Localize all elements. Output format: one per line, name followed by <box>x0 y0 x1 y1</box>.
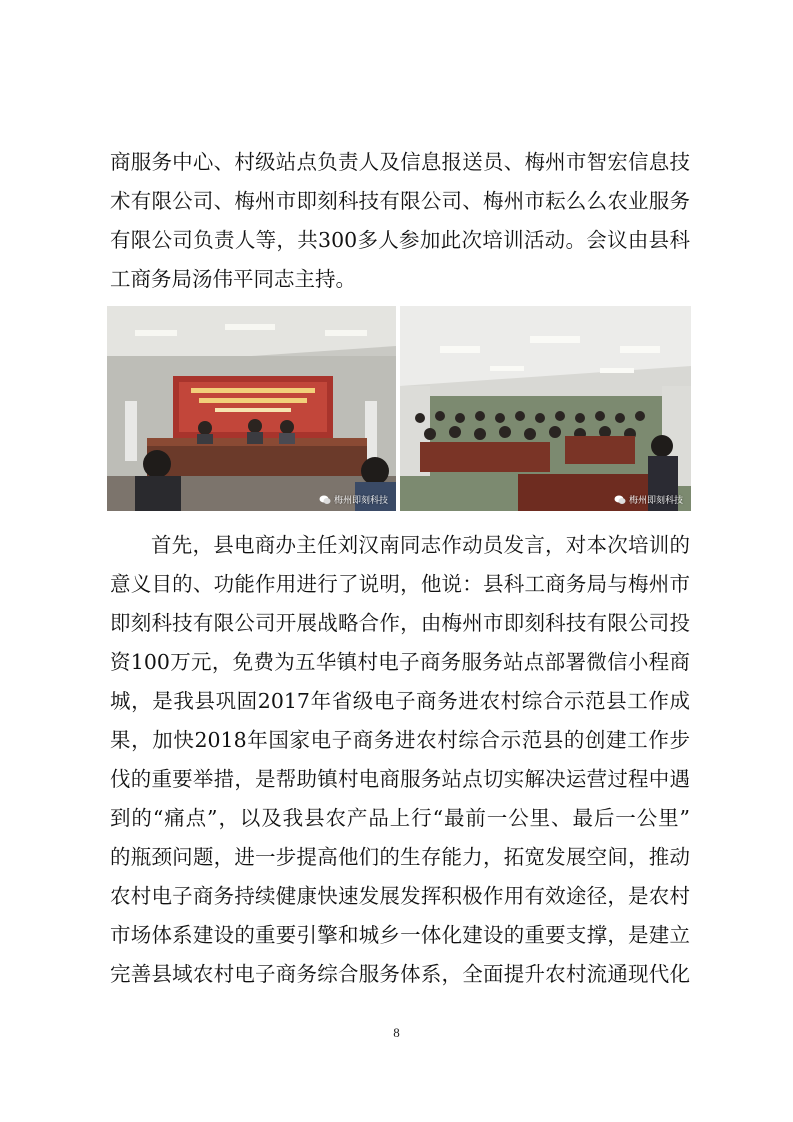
meeting-photo-audience <box>400 306 691 511</box>
text-line: 有限公司负责人等，共300多人参加此次培训活动。会议由县科 <box>110 228 690 252</box>
text-line: 首先，县电商办主任刘汉南同志作动员发言，对本次培训的 <box>151 533 690 557</box>
paragraph-main <box>110 526 690 994</box>
page-number: 8 <box>393 1025 400 1040</box>
meeting-photo-stage <box>107 306 396 511</box>
paragraph-continued <box>110 143 690 299</box>
text-line: 农村电子商务持续健康快速发展发挥积极作用有效途径，是农村 <box>110 884 690 908</box>
text-line: 商服务中心、村级站点负责人及信息报送员、梅州市智宏信息技 <box>110 150 690 174</box>
wechat-icon <box>614 495 626 505</box>
text-line: 工商务局汤伟平同志主持。 <box>110 267 356 291</box>
wechat-icon <box>319 495 331 505</box>
watermark-text: 梅州即刻科技 <box>628 496 683 506</box>
text-line: 到的“痛点”，以及我县农产品上行“最前一公里、最后一公里” <box>110 806 690 830</box>
text-line: 城，是我县巩固2017年省级电子商务进农村综合示范县工作成 <box>110 689 690 713</box>
text-line: 市场体系建设的重要引擎和城乡一体化建设的重要支撑，是建立 <box>110 923 690 947</box>
text-line: 的瓶颈问题，进一步提高他们的生存能力，拓宽发展空间，推动 <box>110 845 690 869</box>
text-line: 术有限公司、梅州市即刻科技有限公司、梅州市耘么么农业服务 <box>110 189 690 213</box>
text-line: 完善县域农村电子商务综合服务体系，全面提升农村流通现代化 <box>110 962 690 986</box>
text-line: 意义目的、功能作用进行了说明，他说：县科工商务局与梅州市 <box>110 572 690 596</box>
text-line: 伐的重要举措，是帮助镇村电商服务站点切实解决运营过程中遇 <box>110 767 690 791</box>
photo-watermark <box>614 493 683 506</box>
photo-watermark <box>319 493 388 506</box>
text-line: 即刻科技有限公司开展战略合作，由梅州市即刻科技有限公司投 <box>110 611 690 635</box>
text-line: 资100万元，免费为五华镇村电子商务服务站点部署微信小程商 <box>110 650 690 674</box>
watermark-text: 梅州即刻科技 <box>333 496 388 506</box>
text-line: 果，加快2018年国家电子商务进农村综合示范县的创建工作步 <box>110 728 690 752</box>
